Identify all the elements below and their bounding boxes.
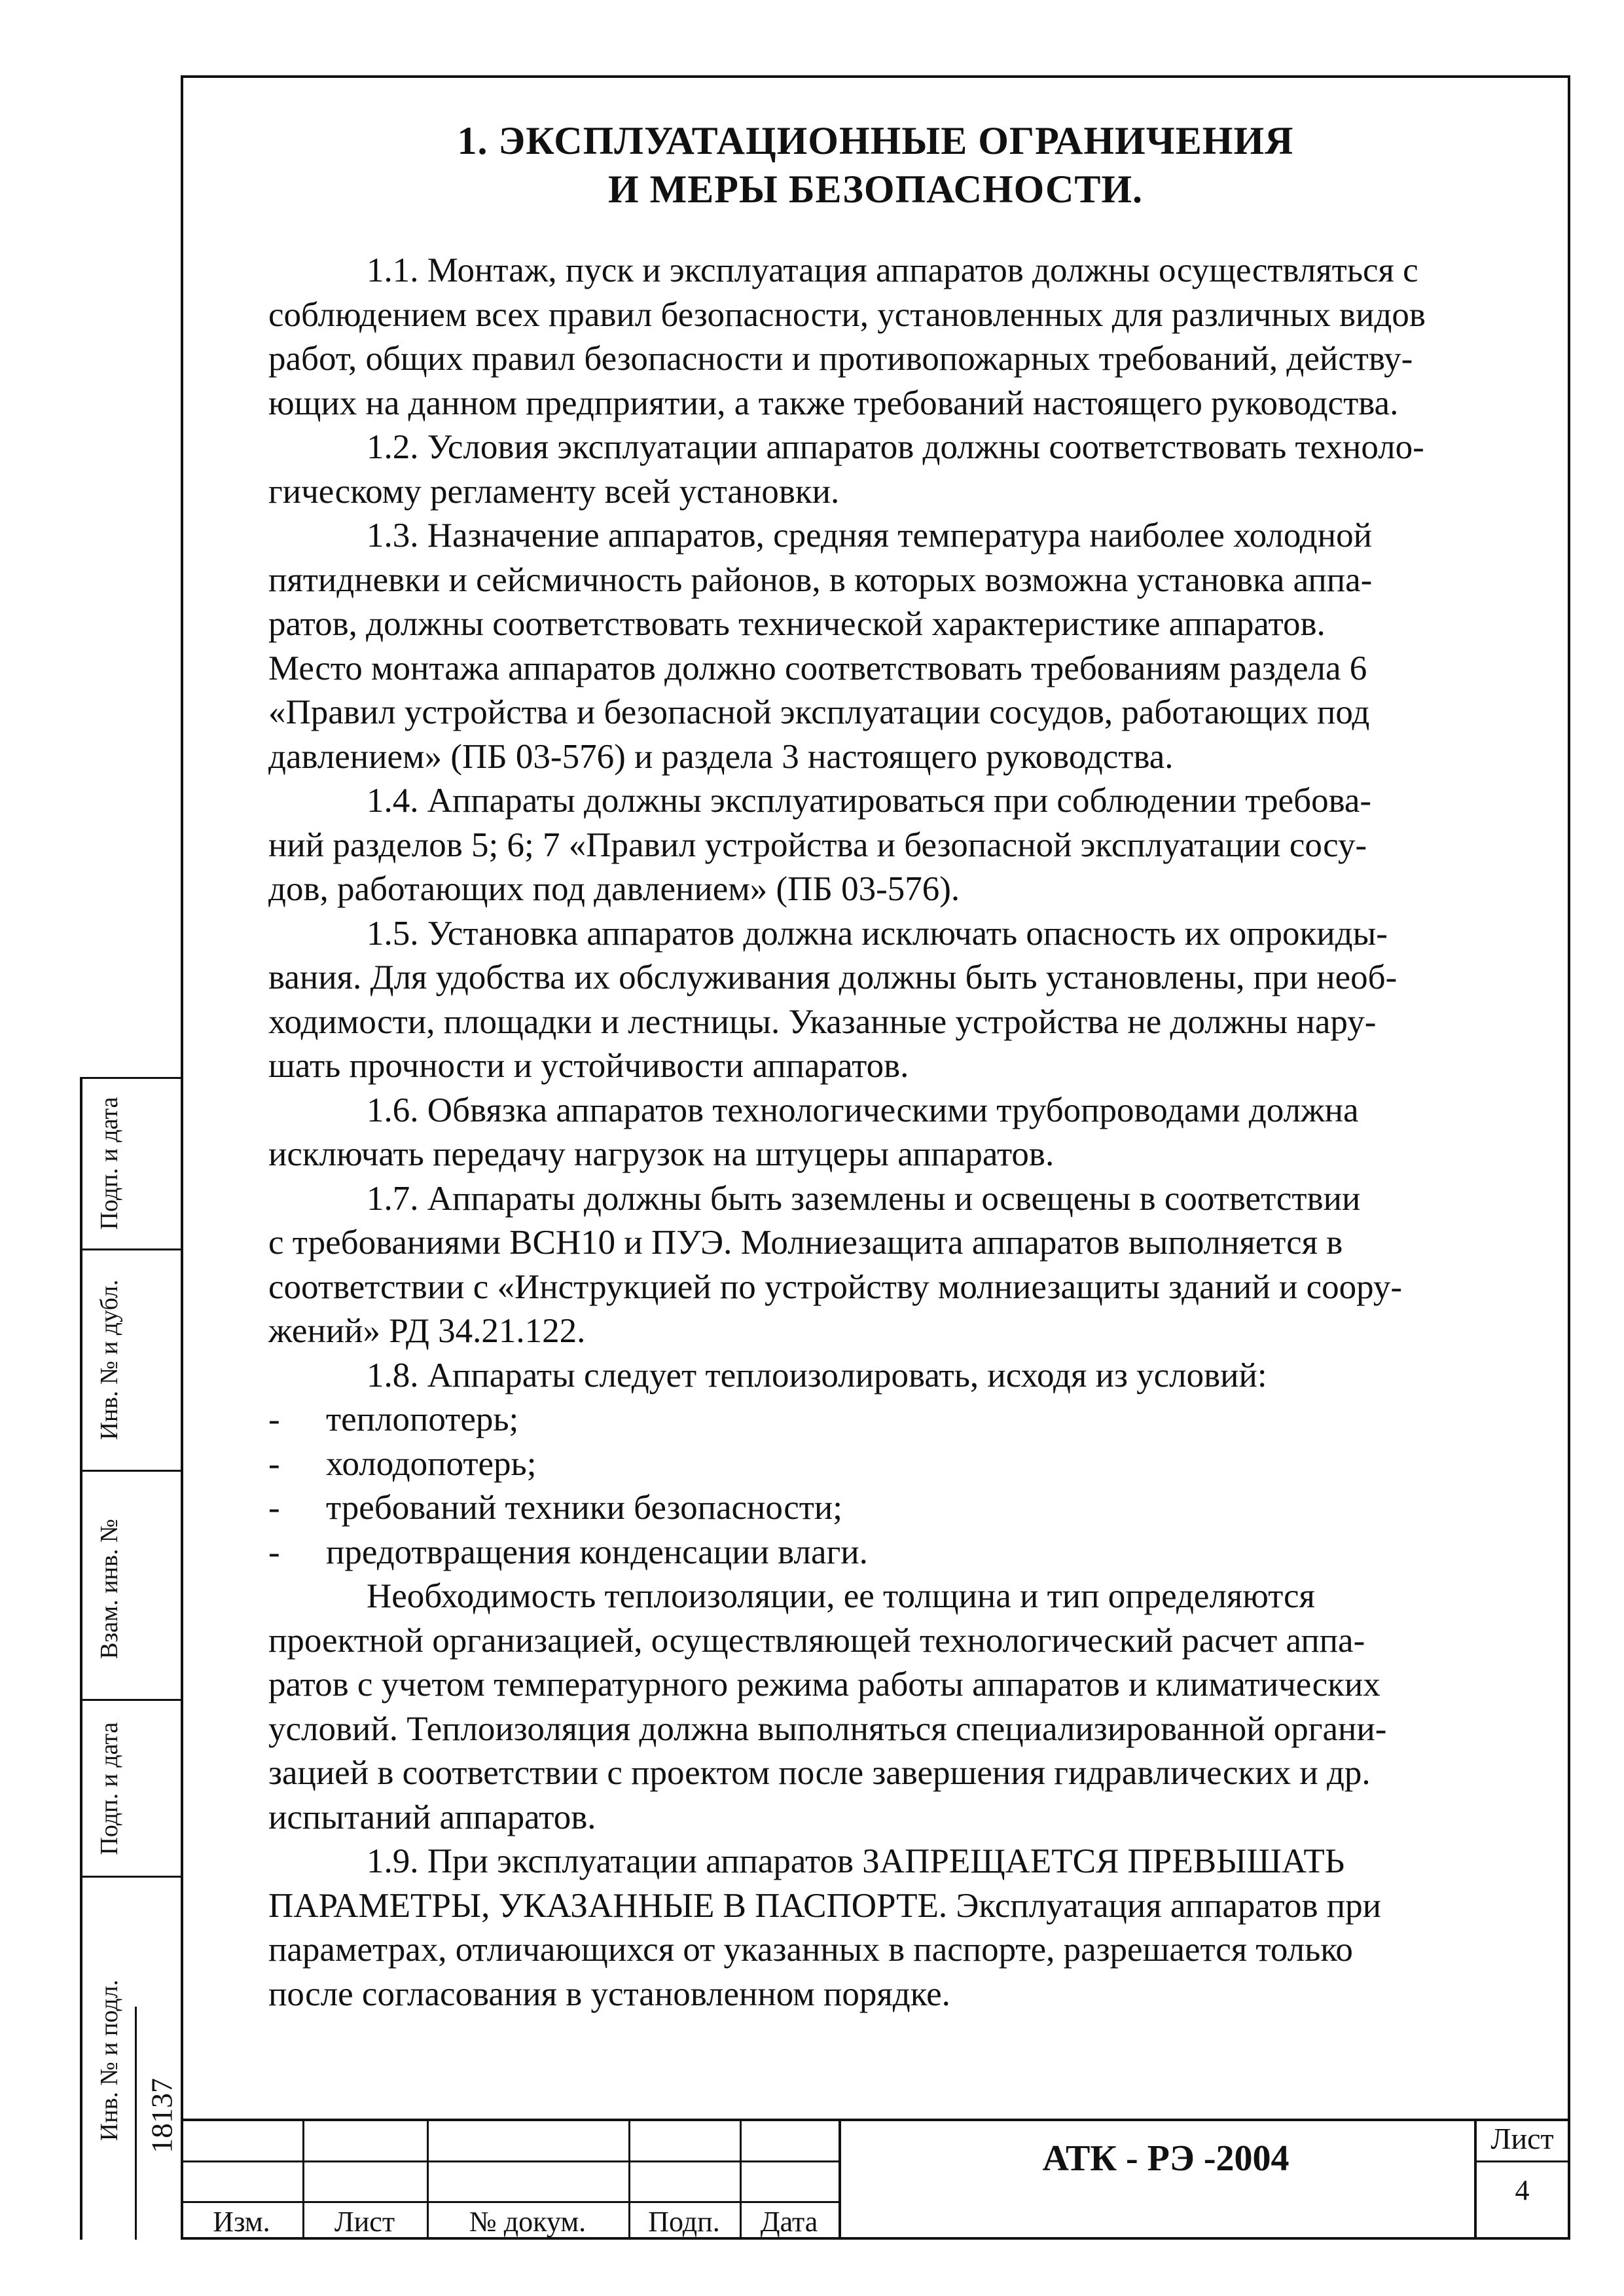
label-vzam-inv: Взам. инв. № — [96, 1518, 123, 1660]
body-line: условий. Теплоизоляция должна выполняться специализированной органи- — [268, 1709, 1387, 1748]
body-line: зацией в соответствии с проектом после завершения гидравлических и др. — [268, 1754, 1371, 1792]
body-line: ний разделов 5; 6; 7 «Правил устройства и безопасной эксплуатации сосу- — [268, 826, 1367, 864]
body-line: 1.7. Аппараты должны быть заземлены и освещены в соответствии — [367, 1179, 1361, 1218]
sheet-number: 4 — [1515, 2174, 1530, 2206]
body-line: гическому регламенту всей установки. — [268, 472, 840, 511]
body-line: исключать передачу нагрузок на штуцеры аппаратов. — [268, 1135, 1055, 1173]
label-inv-podl: Инв. № и подл. — [96, 1979, 123, 2141]
body-line: вания. Для удобства их обслуживания должны быть установлены, при необ- — [268, 958, 1398, 996]
body-line: 1.9. При эксплуатации аппаратов ЗАПРЕЩАЕТСЯ ПРЕВЫШАТЬ — [367, 1842, 1345, 1880]
body-line: 1.8. Аппараты следует теплоизолировать, исходя из условий: — [367, 1356, 1267, 1394]
dash-marker: - — [268, 1400, 280, 1438]
body-line: соответствии с «Инструкцией по устройству молниезащиты зданий и соору- — [268, 1267, 1403, 1306]
sheet-label: Лист — [1490, 2122, 1554, 2155]
body-line: проектной организацией, осуществляющей технологический расчет аппа- — [268, 1621, 1365, 1660]
section-heading — [181, 117, 1570, 213]
col-podp: Подп. — [648, 2206, 720, 2238]
bullet-text: предотвращения конденсации влаги. — [326, 1533, 868, 1571]
dash-marker: - — [268, 1444, 280, 1483]
body-line: ратов, должны соответствовать технической характеристике аппаратов. — [268, 605, 1326, 643]
body-line: 1.3. Назначение аппаратов, средняя температура наиболее холодной — [367, 517, 1372, 555]
body-line: ющих на данном предприятии, а также требований настоящего руководства. — [268, 384, 1399, 422]
body-line: 1.4. Аппараты должны эксплуатироваться при соблюдении требова- — [367, 782, 1372, 820]
body-line: испытаний аппаратов. — [268, 1798, 596, 1836]
bullet-text: теплопотерь; — [326, 1400, 519, 1438]
body-line: соблюдением всех правил безопасности, установленных для различных видов — [268, 295, 1426, 334]
bullet-text: холодопотерь; — [326, 1444, 537, 1483]
binding-strip — [80, 1077, 181, 2240]
inventory-number: 18137 — [145, 2078, 179, 2153]
body-line: после согласования в установленном порядке. — [268, 1975, 950, 2013]
body-line: пятидневки и сейсмичность районов, в которых возможна установка аппа- — [268, 560, 1373, 599]
col-dokum: № докум. — [469, 2206, 586, 2238]
bullet-item — [268, 1531, 1564, 1575]
dash-marker: - — [268, 1489, 280, 1527]
dash-marker: - — [268, 1533, 280, 1571]
body-line: ПАРАМЕТРЫ, УКАЗАННЫЕ В ПАСПОРТЕ. Эксплуатация аппаратов при — [268, 1886, 1382, 1925]
body-line: «Правил устройства и безопасной эксплуатации сосудов, работающих под — [268, 693, 1370, 731]
body-line: давлением» (ПБ 03-576) и раздела 3 настоящего руководства. — [268, 737, 1174, 776]
heading-line-2: И МЕРЫ БЕЗОПАСНОСТИ. — [607, 168, 1144, 211]
body-line: с требованиями ВСН10 и ПУЭ. Молниезащита аппаратов выполняется в — [268, 1224, 1343, 1262]
body-line: ходимости, площадки и лестницы. Указанные устройства не должны нару- — [268, 1002, 1377, 1041]
label-podp-data-1: Подп. и дата — [96, 1097, 123, 1230]
body-line: Место монтажа аппаратов должно соответствовать требованиям раздела 6 — [268, 649, 1367, 687]
col-data: Дата — [760, 2206, 818, 2238]
document-code: АТК - РЭ -2004 — [1042, 2138, 1290, 2179]
body-text — [268, 249, 1564, 2016]
body-line: 1.5. Установка аппаратов должна исключать опасность их опрокиды- — [367, 914, 1388, 953]
body-line: 1.6. Обвязка аппаратов технологическими трубопроводами должна — [367, 1091, 1359, 1129]
body-line: параметрах, отличающихся от указанных в паспорте, разрешается только — [268, 1931, 1353, 1969]
label-inv-dubl: Инв. № и дубл. — [96, 1279, 123, 1440]
body-line: ратов с учетом температурного режима работы аппаратов и климатических — [268, 1666, 1380, 1704]
body-line: работ, общих правил безопасности и противопожарных требований, действу- — [268, 340, 1413, 378]
bullet-item — [268, 1486, 1564, 1531]
body-line: шать прочности и устойчивости аппаратов. — [268, 1047, 909, 1085]
body-line: дов, работающих под давлением» (ПБ 03-576). — [268, 870, 960, 908]
heading-line-1: 1. ЭКСПЛУАТАЦИОННЫЕ ОГРАНИЧЕНИЯ — [457, 119, 1294, 162]
body-line: жений» РД 34.21.122. — [268, 1312, 586, 1350]
col-list: Лист — [334, 2206, 395, 2238]
label-podp-data-2: Подп. и дата — [96, 1722, 123, 1855]
col-izm: Изм. — [213, 2206, 270, 2238]
body-line: Необходимость теплоизоляции, ее толщина и тип определяются — [367, 1577, 1315, 1615]
bullet-text: требований техники безопасности; — [326, 1489, 842, 1527]
body-line: 1.1. Монтаж, пуск и эксплуатация аппаратов должны осуществляться с — [367, 251, 1418, 289]
bullet-item — [268, 1398, 1564, 1442]
bullet-item — [268, 1442, 1564, 1487]
body-line: 1.2. Условия эксплуатации аппаратов должны соответствовать техноло- — [367, 428, 1424, 466]
